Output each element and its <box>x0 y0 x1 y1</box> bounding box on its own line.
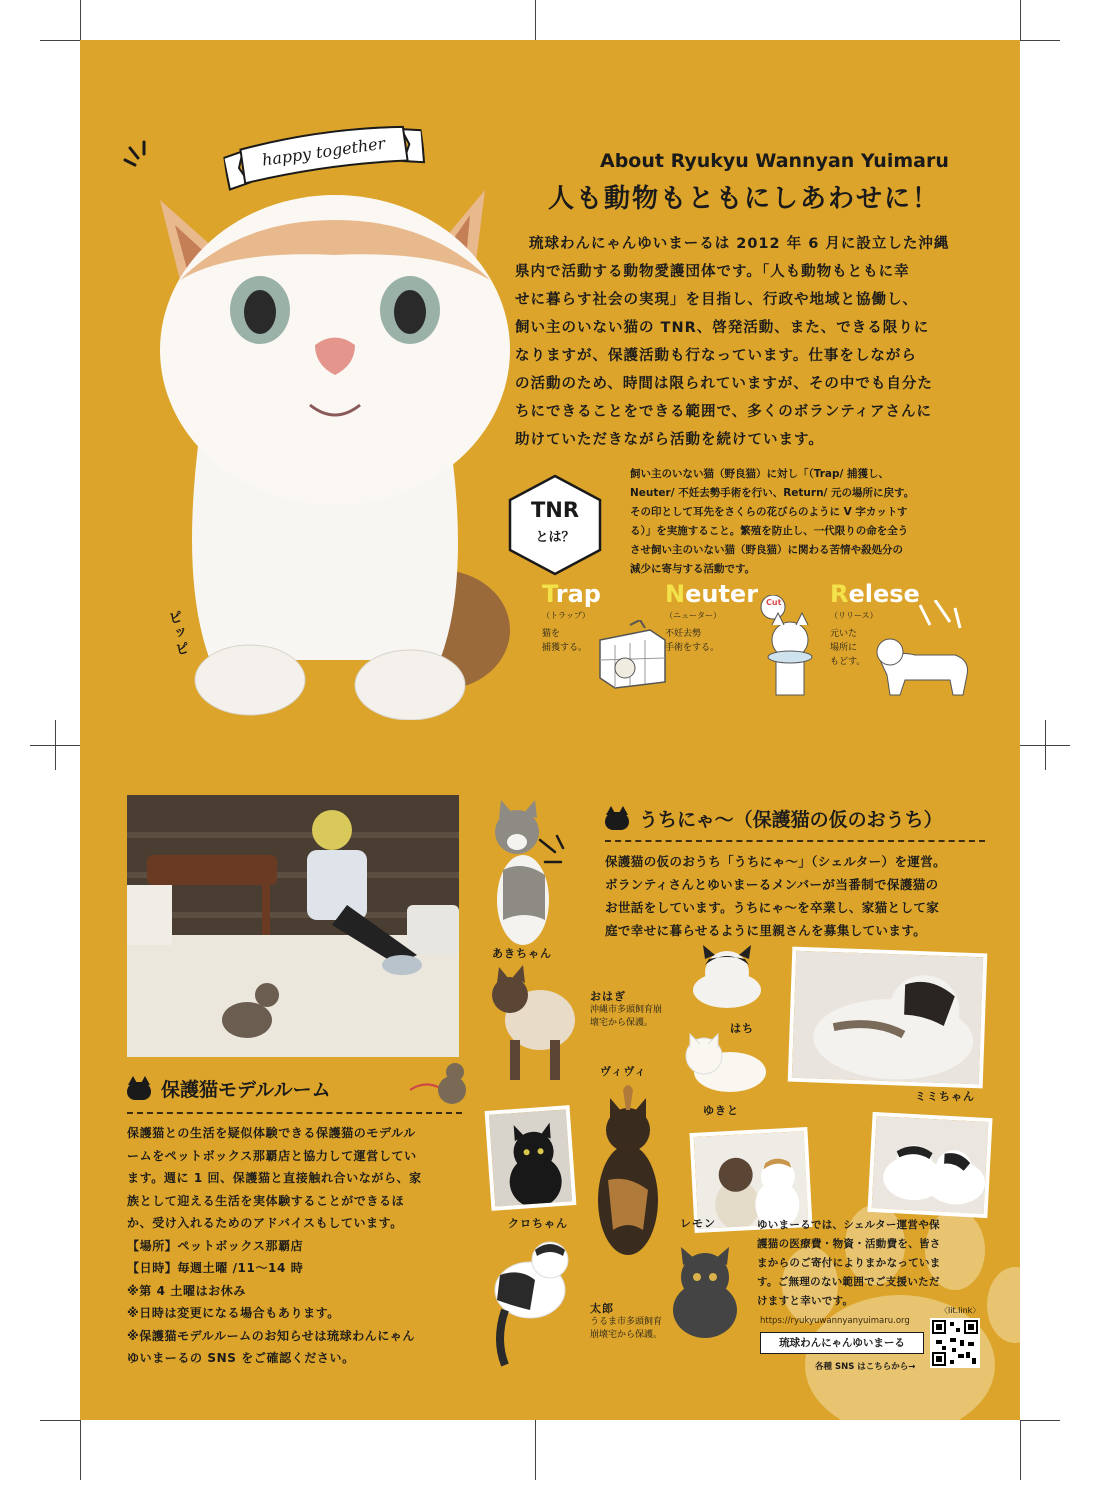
cat-taro-note: うるま市多頭飼育 <box>590 1317 663 1327</box>
step-neuter <box>665 580 758 655</box>
website-url[interactable]: https://ryukyuwannyanyuimaru.org <box>760 1316 910 1326</box>
step-reading: （リリース） <box>830 611 878 620</box>
donation-text <box>757 1216 992 1311</box>
cat-ohagi-image <box>485 955 585 1085</box>
cat-yukito-image <box>680 1030 770 1095</box>
donation-line: 護猫の医療費・物資・活動費を、皆さ <box>757 1238 941 1250</box>
tnr-line: させ飼い主のいない猫（野良猫）に関わる苦情や殺処分の <box>630 544 903 556</box>
cat-kurochan-photo <box>485 1105 577 1211</box>
model-line: 保護猫との生活を疑似体験できる保護猫のモデルル <box>127 1126 416 1140</box>
model-room-heading <box>127 1075 331 1102</box>
qr-code-icon[interactable] <box>930 1318 980 1368</box>
tnr-line: る）」を実施すること。繁殖を防止し、一代限りの命を全う <box>630 525 909 537</box>
crop-mark <box>40 40 80 41</box>
cat-taro-name: 太郎 <box>590 1302 614 1315</box>
intro-line: なりますが、保護活動も行なっています。仕事をしながら <box>515 348 917 364</box>
center-mark <box>535 0 536 40</box>
model-room-text <box>127 1122 467 1370</box>
model-line: ゆいまーるの SNS をご確認ください。 <box>127 1351 355 1365</box>
crop-mark <box>80 1420 81 1480</box>
cat-kurochan-label: クロちゃん <box>508 1217 568 1230</box>
sns-note: 各種 SNS はこちらから→ <box>815 1362 916 1372</box>
cat-ohagi-label <box>590 988 662 1030</box>
step-desc: 元いた <box>830 629 858 639</box>
intro-line: ちにできることをできる範囲で、多くのボランティアさんに <box>515 404 933 420</box>
model-line: 【日時】毎週土曜 /11～14 時 <box>127 1261 304 1275</box>
crop-mark <box>1020 1420 1060 1421</box>
cat-mimichan-label: ミミちゃん <box>915 1090 975 1103</box>
ribbon-text: happy together <box>260 133 387 170</box>
uchinya-text <box>605 850 990 942</box>
cat-vivi-label <box>600 1060 647 1079</box>
cat-pair-photo-2 <box>867 1112 992 1218</box>
center-mark <box>1045 720 1046 770</box>
step-desc: 猫を <box>542 629 561 639</box>
intro-line: の活動のため、時間は限られていますが、その中でも自分た <box>515 376 933 392</box>
cat-yukito-label: ゆきと <box>703 1104 739 1117</box>
tnr-line: 飼い主のいない猫（野良猫）に対し「（Trap/ 捕獲し、 <box>630 468 890 480</box>
cat-taro-label <box>590 1300 662 1342</box>
step-desc: 手術をする。 <box>665 643 720 653</box>
model-room-title: 保護猫モデルルーム <box>161 1079 331 1101</box>
step-reading: （ニューター） <box>665 611 721 620</box>
uchinya-title: うちにゃ～（保護猫の仮のおうち） <box>639 809 943 831</box>
step-word: euter <box>685 580 759 608</box>
model-line: 族として迎える生活を実体験することができるほ <box>127 1193 405 1208</box>
cat-taro-note: 崩壊宅から保護。 <box>590 1330 663 1340</box>
uchinya-line: お世話をしています。うちにゃ～を卒業し、家猫として家 <box>605 900 940 915</box>
hero-cat-name: ピッピ <box>165 608 191 660</box>
crop-mark <box>1020 1420 1021 1480</box>
neuter-cat-icon <box>758 595 818 705</box>
cat-akichan-image <box>485 800 555 950</box>
cat-ohagi-note: 壊宅から保護。 <box>590 1018 654 1028</box>
crop-mark <box>40 1420 80 1421</box>
model-line: ームをペットボックス那覇店と協力して運営してい <box>127 1148 417 1163</box>
hero-cat-image <box>140 160 540 720</box>
crop-mark <box>80 0 81 40</box>
center-mark <box>535 1420 536 1480</box>
release-cat-icon <box>875 600 975 705</box>
uchinya-line: 保護猫の仮のおうち「うちにゃ～」（シェルター）を運営。 <box>605 854 947 869</box>
cat-lemon-label: レモン <box>680 1217 716 1230</box>
model-line: ます。週に 1 回、保護猫と直接触れ合いながら、家 <box>127 1171 422 1185</box>
model-line: ※日時は変更になる場合もあります。 <box>127 1306 340 1320</box>
intro-paragraph <box>515 230 975 454</box>
cat-mimichan-photo <box>788 947 988 1089</box>
model-room-photo <box>127 795 459 1057</box>
intro-line: 飼い主のいない猫の TNR、啓発活動、また、できる限りに <box>515 320 930 336</box>
intro-line: 助けていただきながら活動を続けています。 <box>515 432 824 448</box>
trap-cage-icon <box>595 620 670 690</box>
model-line: か、受け入れるためのアドバイスもしています。 <box>127 1216 403 1230</box>
donation-line: ゆいまーるでは、シェルター運営や保 <box>757 1219 940 1231</box>
donation-line: す。ご無理のない範囲でご支援いただ <box>757 1276 940 1288</box>
crop-mark <box>1020 40 1060 41</box>
uchinya-line: 庭で幸せに暮らせるように里親さんを募集しています。 <box>605 923 927 938</box>
center-mark <box>55 720 56 770</box>
model-line: ※第 4 土曜はお休み <box>127 1283 246 1298</box>
cut-label: Cut <box>766 598 782 607</box>
cat-ohagi-note: 沖縄市多頭飼育崩 <box>590 1005 663 1015</box>
uchinya-line: ボランティさんとゆいまーるメンバーが当番制で保護猫の <box>605 877 939 892</box>
tnr-badge-sub: とは？ <box>535 530 575 545</box>
donation-line: けますと幸いです。 <box>757 1295 854 1307</box>
dashed-divider <box>127 1112 462 1114</box>
model-line: ※保護猫モデルルームのお知らせは琉球わんにゃん <box>127 1328 415 1343</box>
step-reading: （トラップ） <box>542 611 590 620</box>
cat-akichan-label: あきちゃん <box>492 947 552 960</box>
step-desc: 場所に <box>830 643 858 653</box>
org-name-box: 琉球わんにゃんゆいまーる <box>760 1332 924 1354</box>
small-cat-image <box>410 1060 470 1106</box>
tnr-line: 減少に寄与する活動です。 <box>630 563 756 575</box>
step-word: rap <box>555 580 601 608</box>
cat-hachi-label: はち <box>730 1022 754 1035</box>
cat-vivi-name: ヴィヴィ <box>600 1065 647 1078</box>
dashed-divider <box>605 840 985 842</box>
flyer-page <box>80 40 1020 1420</box>
donation-line: まからのご寄付によりまかなっていま <box>757 1257 941 1269</box>
page-title: 人も動物もともにしあわせに！ <box>548 184 941 214</box>
tnr-line: その印として耳先をさくらの花びらのように V 字カットす <box>630 506 908 518</box>
cat-head-icon <box>605 812 629 830</box>
step-desc: 捕獲する。 <box>542 643 588 653</box>
cat-hachi-image <box>685 945 770 1010</box>
model-line: 【場所】ペットボックス那覇店 <box>127 1238 304 1253</box>
tnr-description <box>630 465 985 579</box>
crop-mark <box>1020 0 1021 40</box>
cat-taro-image <box>485 1230 575 1370</box>
cat-lemon-image <box>665 1245 745 1340</box>
step-initial: R <box>830 580 849 608</box>
step-initial: T <box>542 580 556 608</box>
tnr-badge-title: TNR <box>530 498 580 522</box>
step-initial: N <box>665 580 686 608</box>
intro-line: 県内で活動する動物愛護団体です。「人も動物もともに幸 <box>515 264 910 280</box>
tnr-badge <box>500 470 610 580</box>
step-desc: もどす。 <box>830 657 866 667</box>
step-desc: 不妊去勢 <box>665 629 702 639</box>
uchinya-heading <box>605 805 943 832</box>
cat-vivi-image <box>588 1080 668 1265</box>
intro-line: せに暮らす社会の実現」を目指し、行政や地域と協働し、 <box>515 292 918 308</box>
cat-head-icon <box>127 1082 151 1100</box>
intro-line: 琉球わんにゃんゆいまーるは 2012 年 6 月に設立した沖縄 <box>529 236 950 252</box>
step-word: elese <box>848 580 920 608</box>
subtitle: About Ryukyu Wannyan Yuimaru <box>600 150 949 172</box>
lit-link-label: 〈lit.link〉 <box>940 1306 981 1315</box>
step-trap <box>542 580 601 655</box>
sparkle-lines <box>120 140 160 170</box>
cat-ohagi-name: おはぎ <box>590 990 626 1003</box>
tnr-line: Neuter/ 不妊去勢手術を行い、Return/ 元の場所に戻す。 <box>630 487 915 499</box>
